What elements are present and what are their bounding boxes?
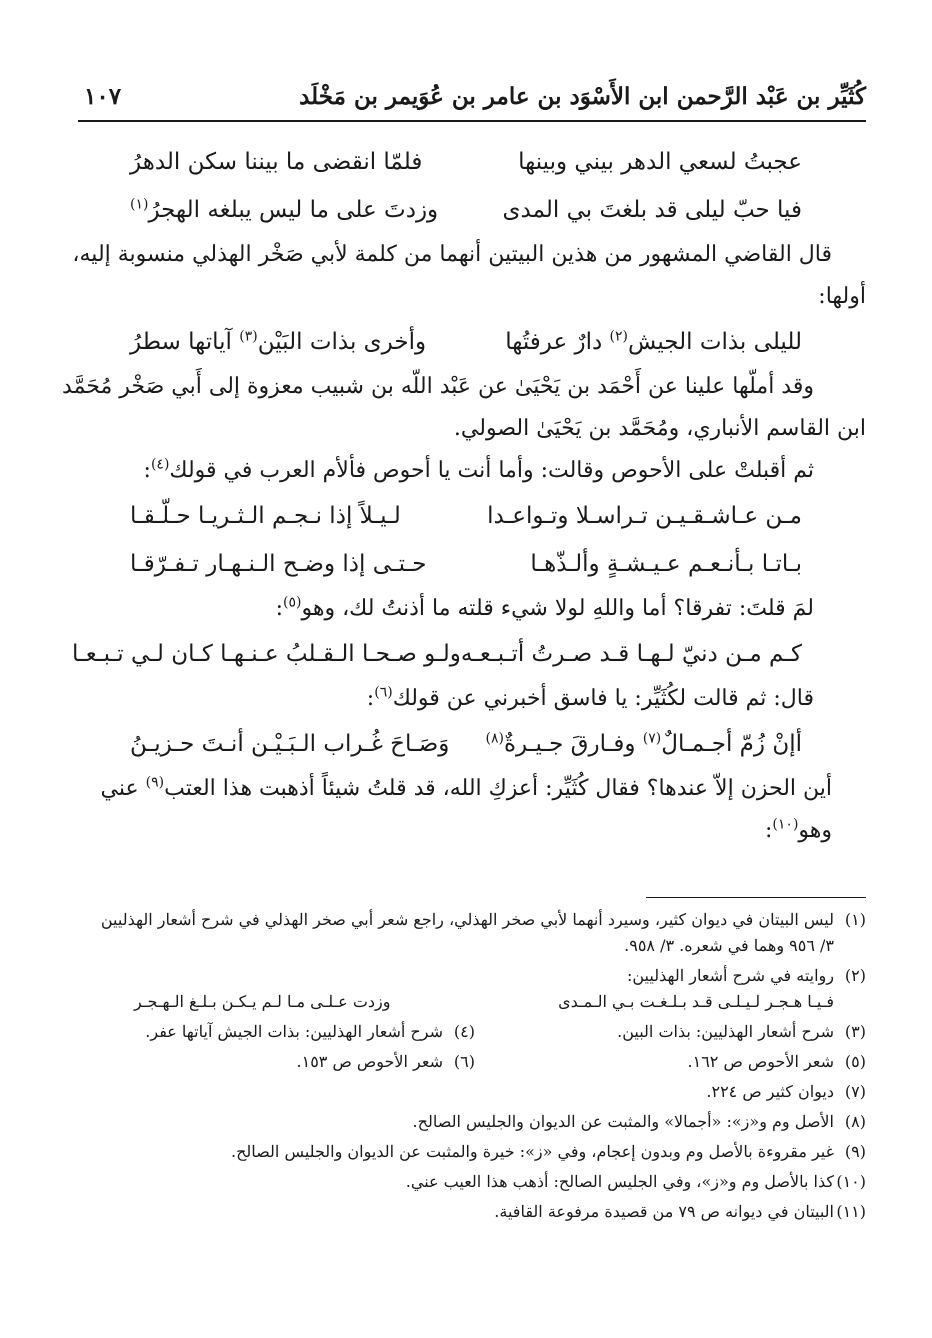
paragraph-line: أولها: (818, 284, 866, 309)
paragraph-line: قال القاضي المشهور من هذين البيتين أنهما من كلمة لأبي صَخْر الهذلي منسوبة إليه، (72, 242, 832, 267)
footnote-number: (٩) (844, 1142, 866, 1161)
paragraph-line (80, 588, 832, 630)
verse-second-hemistich: وَصَـاحَ غُـراب الـبَـيْـن أنـتَ حـزيـنُ (130, 731, 450, 757)
main-text (62, 138, 866, 852)
footnote-marker[interactable]: (٩) (145, 774, 165, 791)
paragraph-line (80, 810, 832, 852)
verse-second-hemistich: فلمّا انقضى ما بيننا سكن الدهرُ (130, 149, 423, 175)
footnote-marker[interactable]: (٣) (239, 328, 258, 345)
footnote-text: شعر الأحوص ص ١٦٢. (687, 1052, 834, 1071)
paragraph-text: لمَ قلتَ: تفرقا؟ أما واللهِ لولا شيء قلته ما أذنتُ لك، وهو (301, 596, 814, 621)
footnote (475, 1019, 866, 1045)
footnote (84, 1169, 866, 1195)
footnote-row (84, 1019, 866, 1045)
footnote-marker[interactable]: (٥) (283, 594, 302, 611)
verse-first-hemistich: كـم مـن دنيّ لـهـا قـد صـرتُ أتـبـعـه (460, 641, 802, 667)
footnote (84, 963, 866, 989)
hemistich-text: أإنْ زُمّ أجـمـالٌ (661, 731, 802, 757)
footnote (84, 1139, 866, 1165)
verse-first-hemistich: فيا حبّ ليلى قد بلغتَ بي المدى (502, 197, 802, 223)
paragraph-line: ابن القاسم الأنباري، ومُحَمَّد بن يَحْيَىٰ الصولي. (453, 416, 866, 441)
footnote (84, 1199, 866, 1225)
footnote-text: شرح أشعار الهذليين: بذات البين. (617, 1022, 834, 1041)
footnote-marker[interactable]: (٢) (609, 328, 628, 345)
running-title: كُثَيِّر بن عَبْد الرَّحمن ابن الأَسْوَد بن عامر بن عُوَيمر بن مَخْلَد (299, 83, 866, 110)
footnote-text: الأصل وم و«ز»: «أجمالا» والمثبت عن الديوان والجليس الصالح. (412, 1112, 834, 1131)
footnote-text: كذا بالأصل وم و«ز»، وفي الجليس الصالح: أذهب هذا العيب عني. (405, 1172, 834, 1191)
footnote-number: (١١) (836, 1202, 866, 1221)
footnote-text: ديوان كثير ص ٢٢٤. (706, 1082, 834, 1101)
footnote-number: (٦) (453, 1052, 475, 1071)
verse-second-hemistich: حـتـى إذا وضـح الـنـهـار تـفـرّقـا (130, 551, 427, 577)
footnote-text: روايته في شرح أشعار الهذليين: (626, 966, 834, 985)
paragraph-line (80, 678, 832, 720)
verse-first-hemistich: مـن عـاشـقـيـن تـراسـلا وتـواعـدا (487, 503, 802, 529)
verse-line (80, 318, 832, 366)
footnote-verse (84, 989, 866, 1015)
header-rule (78, 120, 866, 122)
verse-line (72, 630, 832, 678)
footnote-marker[interactable]: (٦) (374, 684, 393, 701)
footnote-row (84, 1049, 866, 1075)
footnote-number: (٥) (844, 1052, 866, 1071)
verse-second-hemistich (130, 186, 438, 234)
verse-second-hemistich (130, 318, 426, 366)
paragraph-text: قال: ثم قالت لكُثَيِّر: يا فاسق أخبرني عن قولك (392, 686, 814, 711)
hemistich-text: آياتها سطرُ (130, 329, 240, 355)
paragraph-line (80, 450, 832, 492)
paragraph-line: وقد أملّها علينا عن أَحْمَد بن يَحْيَىٰ عن عَبْد اللّه بن شبيب معزوة إلى أَبي صَخْر مُحَمَّد (62, 374, 814, 399)
hemistich-text: وزدتَ على ما ليس يبلغه الهجرُ (148, 197, 439, 223)
verse-line (80, 540, 832, 588)
verse-first-hemistich (486, 720, 803, 768)
paragraph-text: : (275, 596, 284, 621)
verse-line (80, 138, 832, 186)
footnote-text: شعر الأحوص ص ١٥٣. (296, 1052, 443, 1071)
running-head (84, 70, 866, 110)
verse-first-hemistich: عجبتُ لسعي الدهر بيني وبينها (518, 149, 802, 175)
verse-first-hemistich: فـيـا هـجـر لـيـلـى قـد بـلـغـت بـي الـمـدى (558, 992, 834, 1011)
footnote-text: ليس البيتان في ديوان كثير، وسيرد أنهما لأبي صخر الهذلي، راجع شعر أبي صخر الهذلي في شرح أشعار الهذليين ٣/ ٩٥٦ وهما في شعره. ٣/ ٩٥٨. (100, 910, 834, 955)
paragraph-text: : (366, 686, 375, 711)
footnote-number: (١٠) (836, 1172, 866, 1191)
paragraph-text: : (143, 458, 151, 483)
hemistich-text: لليلى بذات الجيش (628, 329, 802, 355)
paragraph-text: أين الحزن إلاّ عندها؟ فقال كُثَيِّر: أعزكِ الله، قد قلتُ شيئاً أذهبت هذا العتب (164, 776, 832, 801)
footnote (84, 907, 866, 959)
footnotes (84, 907, 866, 1225)
footnote (84, 1049, 475, 1075)
verse-first-hemistich (505, 318, 802, 366)
page-number: ١٠٧ (84, 83, 122, 110)
footnote-number: (٤) (453, 1022, 475, 1041)
verse-line (80, 720, 832, 768)
paragraph-text: وهو (798, 818, 832, 843)
footnote-marker[interactable]: (٤) (150, 456, 170, 473)
verse-line (80, 186, 832, 234)
footnote-number: (٧) (844, 1082, 866, 1101)
paragraph-text: ثم أقبلتْ على الأحوص وقالت: وأما أنت يا أحوص فألأم العرب في قولك (169, 458, 814, 483)
footnote-text: البيتان في ديوانه ص ٧٩ من قصيدة مرفوعة القافية. (494, 1202, 834, 1221)
verse-second-hemistich: وزدت عـلـى مـا لـم يـكـن بـلـغ الـهـجـر (134, 992, 391, 1011)
footnote-text: شرح أشعار الهذليين: بذات الجيش آياتها عفر. (145, 1022, 443, 1041)
verse-second-hemistich: لـيـلاً إذا نـجـم الـثـريـا حـلّـقـا (130, 503, 401, 529)
footnote (84, 1109, 866, 1135)
hemistich-text: وفـارقَ جـيـرةٌ (503, 731, 643, 757)
footnote-number: (٢) (844, 966, 866, 985)
paragraph-text: عني (100, 776, 146, 801)
footnote-marker[interactable]: (١٠) (772, 816, 799, 833)
footnotes-rule (646, 897, 866, 898)
footnote-number: (٣) (844, 1022, 866, 1041)
paragraph-text: : (765, 818, 773, 843)
hemistich-text: وأخرى بذات البَيْن (257, 329, 427, 355)
paragraph-line (80, 768, 832, 810)
footnote-number: (١) (844, 910, 866, 929)
footnote-marker[interactable]: (٨) (485, 730, 504, 747)
verse-second-hemistich: ولـو صـحـا الـقـلبُ عـنـهـا كـان لـي تـبـعـا (72, 641, 461, 667)
footnote-marker[interactable]: (٧) (642, 730, 662, 747)
footnote-marker[interactable]: (١) (130, 196, 149, 213)
footnote (84, 1079, 866, 1105)
verse-first-hemistich: بـاتـا بـأنـعـم عـيـشـةٍ وألـذّهـا (530, 551, 802, 577)
footnote-number: (٨) (844, 1112, 866, 1131)
verse-line (80, 492, 832, 540)
hemistich-text: دارٌ عرفتُها (505, 329, 610, 355)
footnote (84, 1019, 475, 1045)
footnote (475, 1049, 866, 1075)
footnote-text: غير مقروءة بالأصل وم وبدون إعجام، وفي «ز»: خيرة والمثبت عن الديوان والجليس الصالح. (231, 1142, 834, 1161)
